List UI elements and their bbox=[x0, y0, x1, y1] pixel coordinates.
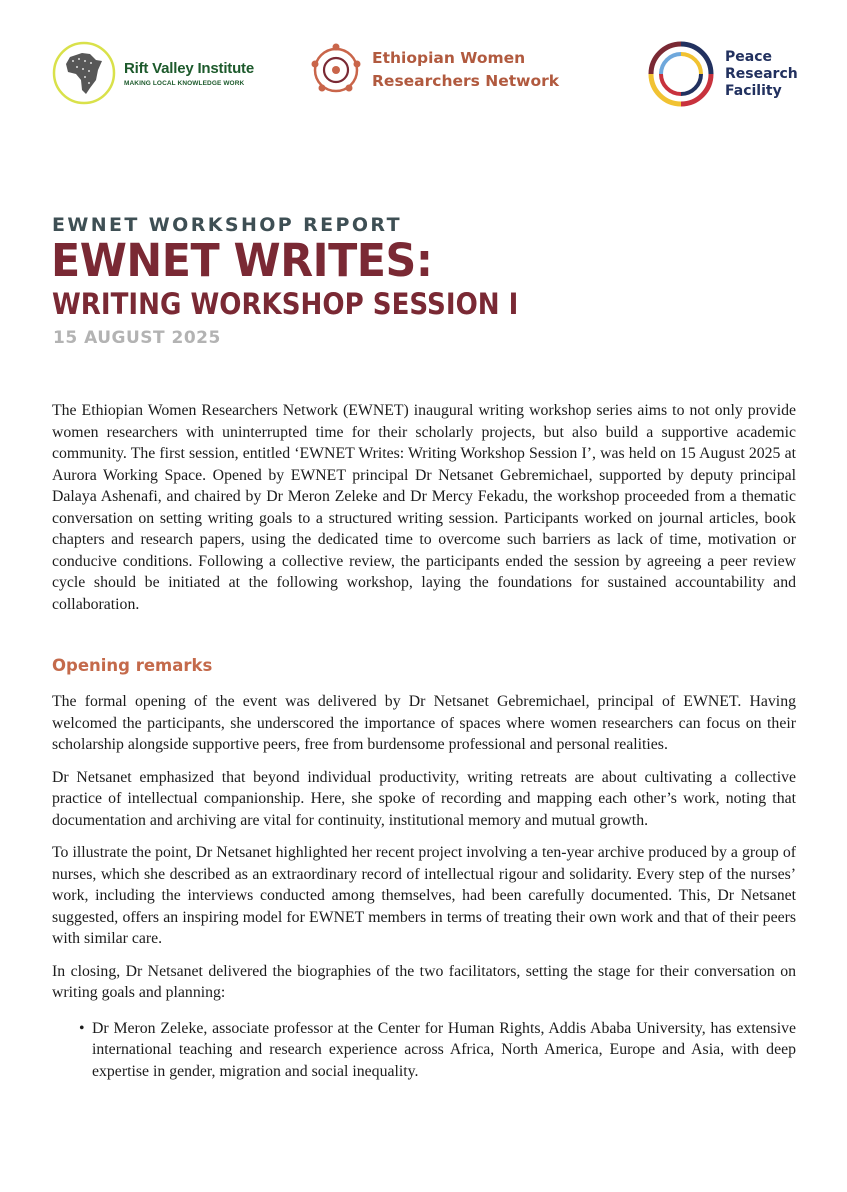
ewrn-line2: Researchers Network bbox=[372, 72, 560, 90]
report-kicker: EWNET WORKSHOP REPORT bbox=[52, 214, 402, 236]
rvi-tagline: MAKING LOCAL KNOWLEDGE WORK bbox=[124, 79, 245, 87]
rvi-text bbox=[124, 60, 254, 87]
ewrn-logo bbox=[308, 42, 559, 98]
prf-line3: Facility bbox=[725, 82, 782, 99]
network-circle-icon bbox=[308, 42, 364, 98]
peace-rings-icon bbox=[645, 38, 717, 110]
ewrn-line1: Ethiopian Women bbox=[372, 49, 526, 67]
logo-bar bbox=[0, 38, 847, 118]
intro-paragraph: The Ethiopian Women Researchers Network (EWNET) inaugural writing workshop series aims to not only provide women researchers with uninterrupted time for their scholarly projects, but also build a supportive academic community. The first session, entitled ‘EWNET Writes: Writing Workshop Session I’, was held on 15 August 2025 at Aurora Working Space. Opened by EWNET principal Dr Netsanet Gebremichael, supported by deputy principal Dalaya Ashenafi, and chaired by Dr Meron Zeleke and Dr Mercy Fekadu, the workshop proceeded from a thematic conversation on setting writing goals to a structured writing session. Participants worked on journal articles, book chapters and research papers, using the dedicated time to overcome such barriers as lack of time, motivation or conducive conditions. Following a collective review, the participants ended the session by agreeing a peer review cycle should be initiated at the following workshop, laying the foundations for sustained accountability and collaboration. bbox=[52, 402, 796, 613]
body-paragraph: Dr Netsanet emphasized that beyond individual productivity, writing retreats are about cultivating a collective practice of intellectual companionship. Here, she spoke of recording and mapping each other’s work, noting that documentation and archiving are vital for continuity, institutional memory and mutual growth. bbox=[52, 768, 796, 829]
section-heading: Opening remarks bbox=[52, 656, 213, 675]
prf-line1: Peace bbox=[725, 48, 772, 65]
report-subtitle: WRITING WORKSHOP SESSION I bbox=[52, 287, 519, 321]
body-paragraph: To illustrate the point, Dr Netsanet highlighted her recent project involving a ten-year archive produced by a group of nurses, which she described as an extraordinary record of intellectual rigour and solidarity. Every step of the nurses’ work, including the interviews conducted among themselves, had been carefully documented. This, Dr Netsanet suggested, offers an inspiring model for EWNET members in terms of treating their own work and that of their peers with similar care. bbox=[52, 844, 796, 947]
prf-line2: Research bbox=[725, 65, 798, 82]
prf-logo bbox=[645, 38, 798, 110]
prf-text bbox=[725, 49, 798, 100]
africa-map-icon bbox=[52, 40, 116, 106]
ewrn-text bbox=[372, 47, 559, 93]
body-paragraph: The formal opening of the event was delivered by Dr Netsanet Gebremichael, principal of EWNET. Having welcomed the participants, she underscored the importance of spaces where women researchers can focus on their scholarship alongside supportive peers, free from burdensome professional and personal realities. bbox=[52, 693, 796, 753]
report-title: EWNET WRITES: bbox=[51, 234, 433, 287]
facilitator-list bbox=[52, 1018, 796, 1083]
list-item-text: Dr Meron Zeleke, associate professor at the Center for Human Rights, Addis Ababa University, has extensive international teaching and research experience across Africa, North America, Europe and Asia, with deep expertise in gender, migration and social inequality. bbox=[92, 1019, 796, 1080]
bullet-symbol: • bbox=[79, 1019, 85, 1037]
rvi-name: Rift Valley Institute bbox=[124, 59, 254, 77]
body-paragraph: In closing, Dr Netsanet delivered the biographies of the two facilitators, setting the stage for their conversation on writing goals and planning: bbox=[52, 962, 796, 1001]
rvi-logo bbox=[52, 40, 254, 106]
report-date: 15 AUGUST 2025 bbox=[53, 328, 221, 348]
report-body bbox=[52, 400, 796, 1082]
list-item bbox=[52, 1018, 796, 1083]
